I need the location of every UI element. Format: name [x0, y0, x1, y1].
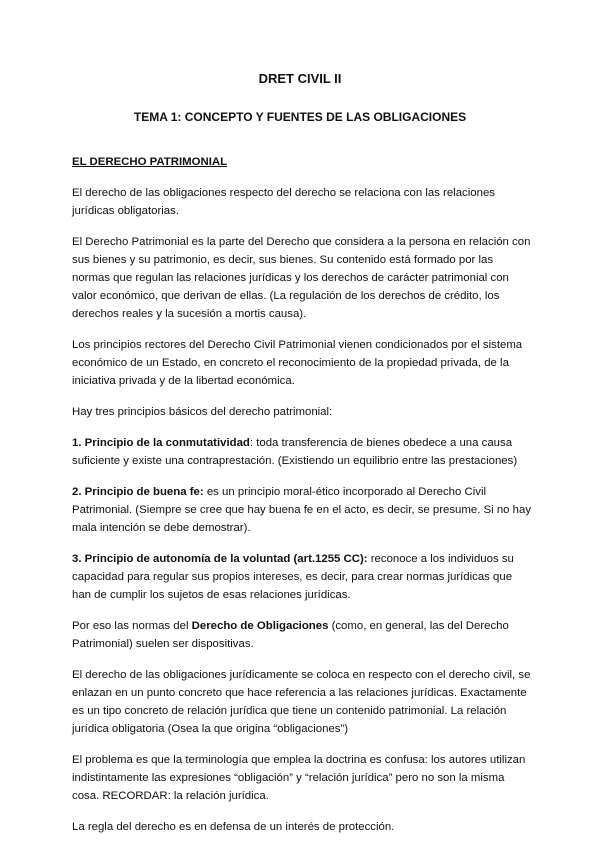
- document-title: DRET CIVIL II: [258, 71, 342, 86]
- paragraph-5: [72, 617, 532, 653]
- principle-3-text: reconoce a los individuos su capacidad para regular sus propios intereses, es decir, para crear normas jurídicas que han de cumplir los sujetos de esas relaciones jurídicas.: [72, 553, 514, 601]
- section-heading: EL DERECHO PATRIMONIAL: [72, 156, 228, 168]
- paragraph-2: El Derecho Patrimonial es la parte del Derecho que considera a la persona en relación con sus bienes y su patrimonio, es decir, sus bienes. Su contenido está formado por las normas que regulan las relaciones jurídicas y los derechos de carácter patrimonial con valor económico, que derivan de ellas. (La regulación de los derechos de crédito, los derechos reales y la sucesión a mortis causa).: [72, 236, 531, 320]
- paragraph-3: Los principios rectores del Derecho Civil Patrimonial vienen condicionados por el sistema económico de un Estado, en concreto el reconocimiento de la propiedad privada, de la iniciativa privada y de la libertad económica.: [72, 339, 523, 387]
- principle-2-title: 2. Principio de buena fe:: [72, 486, 204, 498]
- paragraph-4: Hay tres principios básicos del derecho patrimonial:: [72, 406, 333, 418]
- paragraph-5-after: (como, en general, las del Derecho Patrimonial) suelen ser dispositivas.: [72, 620, 509, 650]
- paragraph-8: La regla del derecho es en defensa de un interés de protección.: [72, 821, 395, 833]
- paragraph-5-before: Por eso las normas del: [72, 620, 192, 632]
- document-body: [72, 153, 532, 849]
- principle-2-text: es un principio moral-ético incorporado al Derecho Civil Patrimonial. (Siempre se cree que hay buena fe en el acto, es decir, se presume. Si no hay mala intención se debe demostrar).: [72, 486, 532, 534]
- principle-1-text: : toda transferencia de bienes obedece a una causa suficiente y existe una contraprestación. (Existiendo un equilibrio entre las prestaciones): [72, 437, 518, 467]
- principle-3: [72, 550, 532, 604]
- principle-1: [72, 434, 532, 470]
- principle-1-title: 1. Principio de la conmutatividad: [72, 437, 250, 449]
- paragraph-5-bold: Derecho de Obligaciones: [191, 620, 329, 632]
- document-subtitle: TEMA 1: CONCEPTO Y FUENTES DE LAS OBLIGACIONES: [133, 110, 467, 124]
- principle-2: [72, 483, 532, 537]
- principle-3-title: 3. Principio de autonomía de la voluntad (art.1255 CC):: [72, 553, 368, 565]
- paragraph-7: El problema es que la terminología que emplea la doctrina es confusa: los autores utilizan indistintamente las expresiones “obligación” y “relación jurídica” pero no son la misma cosa. RECORDAR: la relación jurídica.: [72, 754, 526, 802]
- paragraph-1: El derecho de las obligaciones respecto del derecho se relaciona con las relaciones jurídicas obligatorias.: [72, 187, 495, 217]
- paragraph-6: El derecho de las obligaciones jurídicamente se coloca en respecto con el derecho civil, se enlazan en un punto concreto que hace referencia a las relaciones jurídicas. Exactamente es un tipo concreto de relación jurídica que tiene un contenido patrimonial. La relación jurídica obligatoria (Osea la que origina “obligaciones”): [72, 669, 531, 735]
